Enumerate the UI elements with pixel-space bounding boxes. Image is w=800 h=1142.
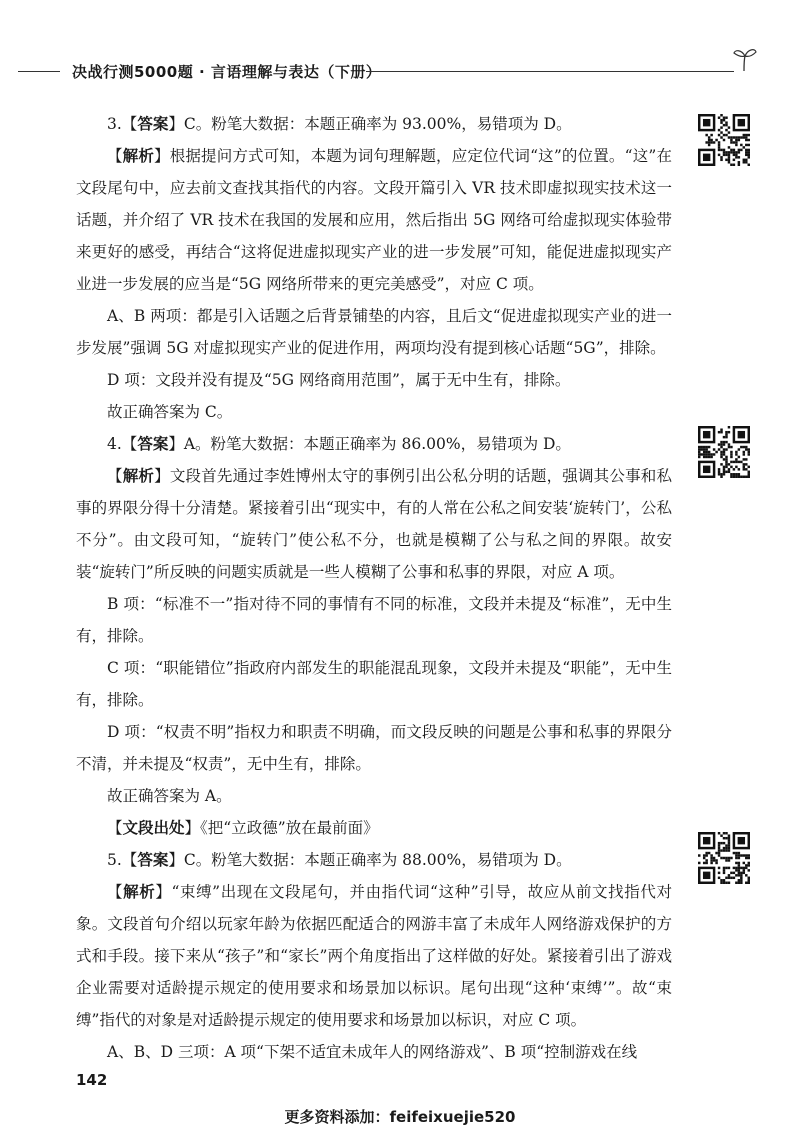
paragraph-text: C。粉笔大数据：本题正确率为 93.00%，易错项为 D。 <box>183 115 572 133</box>
sprout-icon <box>732 46 758 72</box>
paragraph-answer <box>76 428 672 460</box>
paragraph-analysis <box>76 460 672 588</box>
section-label: 【答案】 <box>121 434 184 453</box>
paragraph-text: 故正确答案为 C。 <box>107 403 233 421</box>
paragraph <box>76 300 672 364</box>
header-rule-left <box>18 71 60 72</box>
header-title: 决战行测5000题 · 言语理解与表达（下册） <box>72 63 382 81</box>
paragraph-text: A、B、D 三项：A 项“下架不适宜未成年人的网络游戏”、B 项“控制游戏在线 <box>107 1043 638 1061</box>
running-header <box>0 58 800 88</box>
paragraph-answer <box>76 844 672 876</box>
paragraph-text: 文段首先通过李姓博州太守的事例引出公私分明的话题，强调其公事和私事的界限分得十分清楚。紧接着引出“现实中，有的人常在公私之间安装‘旋转门’，公私不分”。由文段可知，“旋转门”使公私不分，也就是模糊了公与私之间的界限。故安装“旋转门”所反映的问题实质就是一些人模糊了公事和私事的界限，对应 A 项。 <box>76 467 672 581</box>
paragraph-text: C 项：“职能错位”指政府内部发生的职能混乱现象，文段并未提及“职能”，无中生有，排除。 <box>76 659 672 709</box>
qr-code-icon[interactable] <box>698 426 750 478</box>
page-number: 142 <box>76 1071 108 1089</box>
paragraph <box>76 396 672 428</box>
paragraph-text: “束缚”出现在文段尾句，并由指代词“这种”引导，故应从前文找指代对象。文段首句介绍以玩家年龄为依据匹配适合的网游丰富了未成年人网络游戏保护的方式和手段。接下来从“孩子”和“家长”两个角度指出了这样做的好处。紧接着引出了游戏企业需要对适龄提示规定的使用要求和场景加以标识。尾句出现“这种‘束缚’”。故“束缚”指代的对象是对适龄提示规定的使用要求和场景加以标识，对应 C 项。 <box>76 883 672 1029</box>
paragraph-text: C。粉笔大数据：本题正确率为 88.00%，易错项为 D。 <box>183 851 572 869</box>
paragraph-text: D 项：文段并没有提及“5G 网络商用范围”，属于无中生有，排除。 <box>107 371 571 389</box>
section-label: 【解析】 <box>107 466 170 485</box>
qr-code-icon[interactable] <box>698 114 750 166</box>
question-number: 4. <box>107 435 122 453</box>
paragraph <box>76 364 672 396</box>
qr-code-icon[interactable] <box>698 832 750 884</box>
paragraph-text: 根据提问方式可知，本题为词句理解题，应定位代词“这”的位置。“这”在文段尾句中，应去前文查找其指代的内容。文段开篇引入 VR 技术即虚拟现实技术这一话题，并介绍了 VR 技术在我国的发展和应用，然后指出 5G 网络可给虚拟现实体验带来更好的感受，再结合“这将促进虚拟现实产业的进一步发展”可知，能促进虚拟现实产业进一步发展的应当是“5G 网络所带来的更完美感受”，对应 C 项。 <box>76 147 672 293</box>
paragraph <box>76 588 672 652</box>
paragraph-analysis <box>76 140 672 300</box>
header-rule-right <box>366 71 734 72</box>
paragraph-text: A、B 两项：都是引入话题之后背景铺垫的内容，且后文“促进虚拟现实产业的进一步发展”强调 5G 对虚拟现实产业的促进作用，两项均没有提到核心话题“5G”，排除。 <box>76 307 672 357</box>
section-label: 【文段出处】 <box>107 818 201 837</box>
question-number: 3. <box>107 115 122 133</box>
paragraph <box>76 652 672 716</box>
paragraph-analysis <box>76 876 672 1036</box>
answer-explanations <box>76 108 672 1068</box>
paragraph <box>76 716 672 780</box>
section-label: 【答案】 <box>121 114 184 133</box>
footer-note: 更多资料添加：feifeixuejie520 <box>284 1108 516 1126</box>
paragraph-source <box>76 812 672 844</box>
section-label: 【答案】 <box>121 850 184 869</box>
section-label: 【解析】 <box>107 146 170 165</box>
paragraph <box>76 780 672 812</box>
paragraph-text: B 项：“标准不一”指对待不同的事情有不同的标准，文段并未提及“标准”，无中生有，排除。 <box>76 595 672 645</box>
paragraph-text: A。粉笔大数据：本题正确率为 86.00%，易错项为 D。 <box>183 435 571 453</box>
paragraph-text: 故正确答案为 A。 <box>107 787 232 805</box>
question-number: 5. <box>107 851 122 869</box>
paragraph <box>76 1036 672 1068</box>
paragraph-text: 《把“立政德”放在最前面》 <box>200 819 379 837</box>
paragraph-answer <box>76 108 672 140</box>
paragraph-text: D 项：“权责不明”指权力和职责不明确，而文段反映的问题是公事和私事的界限分不清，并未提及“权责”，无中生有，排除。 <box>76 723 672 773</box>
section-label: 【解析】 <box>107 882 172 901</box>
